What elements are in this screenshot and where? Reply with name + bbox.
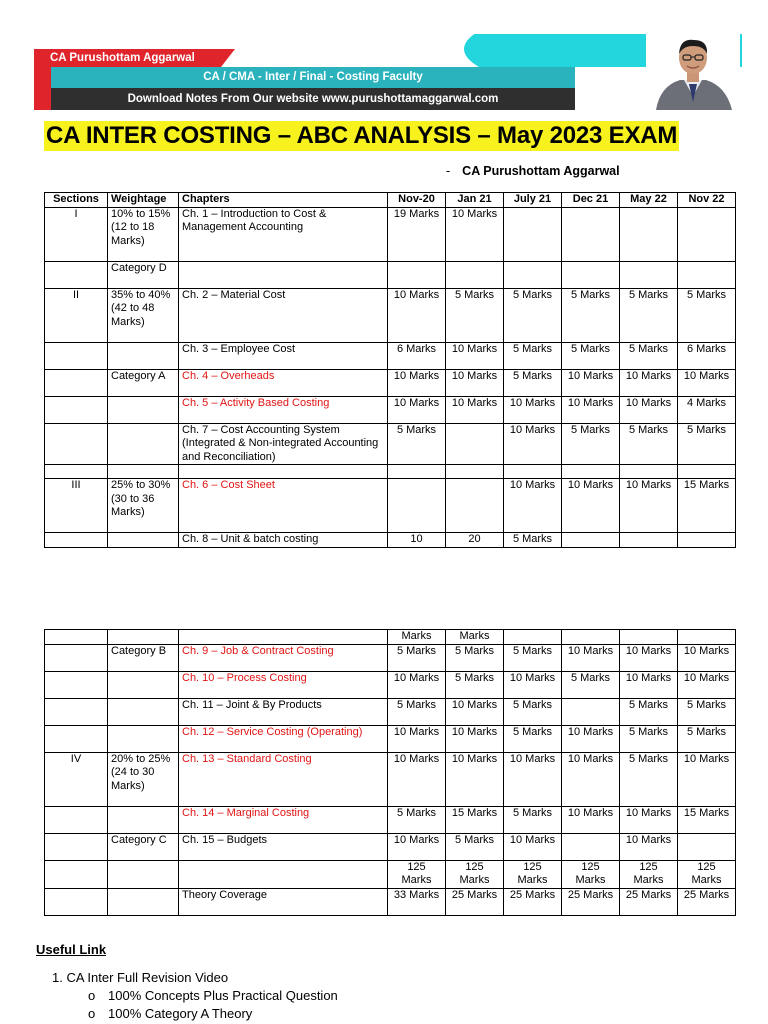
marks-cell: 5 Marks	[504, 698, 562, 725]
marks-cell	[678, 465, 736, 479]
table-row	[45, 671, 736, 698]
marks-cell: 5 Marks	[504, 369, 562, 396]
list-number: 1.	[52, 970, 63, 985]
chapter-cell: Ch. 2 – Material Cost	[179, 288, 388, 342]
table-row	[45, 261, 736, 288]
chapter-cell: Ch. 7 – Cost Accounting System (Integrated & Non-integrated Accounting and Reconciliation)	[179, 423, 388, 465]
marks-cell	[620, 465, 678, 479]
chapter-cell	[179, 465, 388, 479]
section-cell	[45, 423, 108, 465]
marks-cell: 10 Marks	[388, 671, 446, 698]
table-row	[45, 833, 736, 860]
marks-cell	[504, 261, 562, 288]
chapter-cell: Ch. 6 – Cost Sheet	[179, 479, 388, 533]
marks-cell: 5 Marks	[620, 698, 678, 725]
table-row	[45, 479, 736, 533]
marks-cell: 33 Marks	[388, 888, 446, 915]
chapter-cell: Ch. 12 – Service Costing (Operating)	[179, 725, 388, 752]
header-weightage: Weightage	[108, 193, 179, 208]
marks-cell	[620, 630, 678, 645]
weightage-cell: Category D	[108, 261, 179, 288]
marks-cell: 10 Marks	[388, 725, 446, 752]
marks-cell: 5 Marks	[446, 833, 504, 860]
presenter-photo	[646, 34, 740, 110]
marks-cell: 10 Marks	[504, 396, 562, 423]
weightage-cell: Category C	[108, 833, 179, 860]
section-cell	[45, 396, 108, 423]
marks-cell	[678, 533, 736, 548]
marks-cell: 25 Marks	[446, 888, 504, 915]
header-nov22: Nov 22	[678, 193, 736, 208]
weightage-cell	[108, 342, 179, 369]
section-cell: I	[45, 207, 108, 261]
marks-cell	[562, 465, 620, 479]
marks-cell	[388, 261, 446, 288]
section-cell	[45, 261, 108, 288]
marks-cell: 25 Marks	[562, 888, 620, 915]
marks-cell: Marks	[446, 630, 504, 645]
chapter-cell: Ch. 13 – Standard Costing	[179, 752, 388, 806]
table-row	[45, 806, 736, 833]
marks-cell: 25 Marks	[504, 888, 562, 915]
marks-cell: 5 Marks	[388, 423, 446, 465]
weightage-cell	[108, 806, 179, 833]
chapter-cell: Ch. 15 – Budgets	[179, 833, 388, 860]
header-dec21: Dec 21	[562, 193, 620, 208]
marks-cell: 10 Marks	[620, 369, 678, 396]
marks-cell: 5 Marks	[620, 288, 678, 342]
marks-cell	[562, 833, 620, 860]
bullet-icon: o	[88, 1006, 96, 1021]
marks-cell: 5 Marks	[678, 725, 736, 752]
banner-name: CA Purushottam Aggarwal	[45, 49, 221, 67]
marks-cell	[562, 630, 620, 645]
marks-cell: 125 Marks	[504, 860, 562, 888]
useful-link-heading: Useful Link	[36, 942, 107, 957]
marks-cell: 10 Marks	[620, 806, 678, 833]
header-nov20: Nov-20	[388, 193, 446, 208]
header-sections: Sections	[45, 193, 108, 208]
table-row	[45, 698, 736, 725]
marks-cell: 19 Marks	[388, 207, 446, 261]
marks-cell: 5 Marks	[504, 533, 562, 548]
table-row	[45, 396, 736, 423]
marks-cell	[678, 207, 736, 261]
section-cell: IV	[45, 752, 108, 806]
section-cell	[45, 833, 108, 860]
weightage-cell: 25% to 30% (30 to 36 Marks)	[108, 479, 179, 533]
marks-cell: 25 Marks	[620, 888, 678, 915]
marks-cell: 5 Marks	[446, 644, 504, 671]
marks-cell	[562, 698, 620, 725]
header-july21: July 21	[504, 193, 562, 208]
table-row	[45, 207, 736, 261]
author-name: CA Purushottam Aggarwal	[462, 164, 620, 178]
list-item	[52, 969, 338, 987]
marks-cell: 10 Marks	[678, 671, 736, 698]
marks-cell: 5 Marks	[504, 644, 562, 671]
marks-cell: 10 Marks	[562, 725, 620, 752]
weightage-cell	[108, 725, 179, 752]
weightage-cell	[108, 860, 179, 888]
section-cell	[45, 644, 108, 671]
marks-cell: 5 Marks	[620, 342, 678, 369]
marks-cell: 10 Marks	[504, 833, 562, 860]
marks-cell: 10 Marks	[678, 369, 736, 396]
marks-cell: 15 Marks	[678, 479, 736, 533]
marks-cell: 5 Marks	[446, 288, 504, 342]
marks-cell: 25 Marks	[678, 888, 736, 915]
table-row	[45, 533, 736, 548]
marks-cell: 10 Marks	[620, 644, 678, 671]
section-cell	[45, 725, 108, 752]
marks-cell: 10 Marks	[388, 396, 446, 423]
marks-cell	[620, 207, 678, 261]
section-cell	[45, 630, 108, 645]
marks-cell: 10 Marks	[446, 725, 504, 752]
marks-cell: Marks	[388, 630, 446, 645]
chapter-cell: Ch. 4 – Overheads	[179, 369, 388, 396]
table-row	[45, 888, 736, 915]
marks-cell: 5 Marks	[562, 342, 620, 369]
marks-cell	[678, 630, 736, 645]
marks-cell	[504, 465, 562, 479]
weightage-cell	[108, 423, 179, 465]
marks-cell	[504, 630, 562, 645]
marks-cell: 10 Marks	[678, 644, 736, 671]
table-header-row	[45, 193, 736, 208]
chapter-cell	[179, 860, 388, 888]
weightage-cell	[108, 533, 179, 548]
marks-cell: 10 Marks	[446, 342, 504, 369]
marks-cell	[388, 479, 446, 533]
marks-cell: 5 Marks	[678, 698, 736, 725]
chapter-cell: Ch. 14 – Marginal Costing	[179, 806, 388, 833]
chapter-cell: Ch. 9 – Job & Contract Costing	[179, 644, 388, 671]
section-cell	[45, 888, 108, 915]
useful-links-section	[36, 942, 338, 1023]
abc-analysis-table-part-2	[44, 629, 736, 916]
page-title: CA INTER COSTING – ABC ANALYSIS – May 2023 EXAM	[46, 122, 678, 149]
marks-cell: 5 Marks	[388, 698, 446, 725]
marks-cell: 5 Marks	[504, 288, 562, 342]
weightage-cell	[108, 630, 179, 645]
marks-cell: 10 Marks	[620, 479, 678, 533]
weightage-cell: 20% to 25% (24 to 30 Marks)	[108, 752, 179, 806]
marks-cell: 5 Marks	[388, 806, 446, 833]
list-item	[88, 987, 338, 1005]
weightage-cell: 35% to 40% (42 to 48 Marks)	[108, 288, 179, 342]
section-cell	[45, 698, 108, 725]
chapter-cell	[179, 261, 388, 288]
chapter-cell: Ch. 5 – Activity Based Costing	[179, 396, 388, 423]
weightage-cell: Category A	[108, 369, 179, 396]
abc-analysis-table-part-1	[44, 192, 736, 548]
marks-cell: 5 Marks	[678, 288, 736, 342]
marks-cell: 10 Marks	[620, 833, 678, 860]
marks-cell: 5 Marks	[678, 423, 736, 465]
revision-video-link[interactable]: CA Inter Full Revision Video	[66, 970, 229, 985]
marks-cell	[446, 261, 504, 288]
bullet-icon: o	[88, 988, 96, 1003]
header-banner	[34, 34, 742, 110]
marks-cell: 5 Marks	[388, 644, 446, 671]
marks-cell: 10 Marks	[504, 752, 562, 806]
table-row	[45, 465, 736, 479]
marks-cell: 5 Marks	[446, 671, 504, 698]
marks-cell: 5 Marks	[562, 423, 620, 465]
table-row	[45, 725, 736, 752]
marks-cell: 10 Marks	[562, 752, 620, 806]
marks-cell: 10 Marks	[562, 369, 620, 396]
sub-link-concepts[interactable]: 100% Concepts Plus Practical Question	[108, 988, 338, 1003]
marks-cell	[388, 465, 446, 479]
header-jan21: Jan 21	[446, 193, 504, 208]
marks-cell	[504, 207, 562, 261]
marks-cell	[620, 533, 678, 548]
table-row	[45, 369, 736, 396]
marks-cell: 10 Marks	[678, 752, 736, 806]
section-cell: II	[45, 288, 108, 342]
author-line	[446, 164, 620, 178]
weightage-cell	[108, 671, 179, 698]
section-cell: III	[45, 479, 108, 533]
marks-cell: 5 Marks	[620, 423, 678, 465]
marks-cell: 10 Marks	[388, 833, 446, 860]
marks-cell: 10 Marks	[446, 207, 504, 261]
author-dash: -	[446, 164, 451, 178]
table-row	[45, 630, 736, 645]
marks-cell: 5 Marks	[504, 342, 562, 369]
marks-cell	[562, 533, 620, 548]
marks-cell: 10 Marks	[562, 479, 620, 533]
table-row	[45, 342, 736, 369]
weightage-cell	[108, 396, 179, 423]
marks-cell: 5 Marks	[504, 725, 562, 752]
marks-cell: 5 Marks	[562, 288, 620, 342]
table-row	[45, 752, 736, 806]
marks-cell: 10 Marks	[446, 396, 504, 423]
marks-cell	[678, 833, 736, 860]
marks-cell: 10 Marks	[562, 396, 620, 423]
sub-link-category-a[interactable]: 100% Category A Theory	[108, 1006, 253, 1021]
marks-cell	[620, 261, 678, 288]
marks-cell: 15 Marks	[446, 806, 504, 833]
section-cell	[45, 806, 108, 833]
marks-cell: 20	[446, 533, 504, 548]
marks-cell: 5 Marks	[620, 752, 678, 806]
marks-cell: 10	[388, 533, 446, 548]
marks-cell: 125 Marks	[388, 860, 446, 888]
section-cell	[45, 860, 108, 888]
section-cell	[45, 465, 108, 479]
list-item	[88, 1005, 338, 1023]
marks-cell: 10 Marks	[388, 369, 446, 396]
weightage-cell	[108, 465, 179, 479]
section-cell	[45, 671, 108, 698]
table-row	[45, 860, 736, 888]
header-chapters: Chapters	[179, 193, 388, 208]
marks-cell: 10 Marks	[562, 644, 620, 671]
marks-cell	[678, 261, 736, 288]
section-cell	[45, 533, 108, 548]
marks-cell: 10 Marks	[446, 752, 504, 806]
chapter-cell: Theory Coverage	[179, 888, 388, 915]
marks-cell	[562, 261, 620, 288]
marks-cell: 5 Marks	[504, 806, 562, 833]
table-row	[45, 644, 736, 671]
chapter-cell: Ch. 10 – Process Costing	[179, 671, 388, 698]
banner-download: Download Notes From Our website www.purushottamaggarwal.com	[51, 88, 575, 110]
table-row	[45, 423, 736, 465]
banner-faculty: CA / CMA - Inter / Final - Costing Faculty	[51, 67, 575, 88]
table-row	[45, 288, 736, 342]
marks-cell: 10 Marks	[504, 671, 562, 698]
marks-cell: 10 Marks	[620, 671, 678, 698]
marks-cell: 10 Marks	[504, 423, 562, 465]
marks-cell: 10 Marks	[562, 806, 620, 833]
marks-cell	[446, 465, 504, 479]
header-may22: May 22	[620, 193, 678, 208]
marks-cell: 125 Marks	[562, 860, 620, 888]
chapter-cell: Ch. 3 – Employee Cost	[179, 342, 388, 369]
weightage-cell	[108, 698, 179, 725]
marks-cell: 15 Marks	[678, 806, 736, 833]
marks-cell: 4 Marks	[678, 396, 736, 423]
marks-cell	[562, 207, 620, 261]
marks-cell	[446, 423, 504, 465]
marks-cell: 125 Marks	[678, 860, 736, 888]
marks-cell: 5 Marks	[562, 671, 620, 698]
marks-cell: 10 Marks	[620, 396, 678, 423]
weightage-cell	[108, 888, 179, 915]
marks-cell: 125 Marks	[446, 860, 504, 888]
marks-cell: 5 Marks	[620, 725, 678, 752]
weightage-cell: 10% to 15% (12 to 18 Marks)	[108, 207, 179, 261]
marks-cell: 10 Marks	[388, 288, 446, 342]
section-cell	[45, 342, 108, 369]
marks-cell: 10 Marks	[388, 752, 446, 806]
marks-cell: 6 Marks	[388, 342, 446, 369]
chapter-cell	[179, 630, 388, 645]
marks-cell: 10 Marks	[504, 479, 562, 533]
marks-cell: 6 Marks	[678, 342, 736, 369]
chapter-cell: Ch. 8 – Unit & batch costing	[179, 533, 388, 548]
marks-cell	[446, 479, 504, 533]
weightage-cell: Category B	[108, 644, 179, 671]
section-cell	[45, 369, 108, 396]
chapter-cell: Ch. 1 – Introduction to Cost & Management Accounting	[179, 207, 388, 261]
chapter-cell: Ch. 11 – Joint & By Products	[179, 698, 388, 725]
marks-cell: 10 Marks	[446, 369, 504, 396]
marks-cell: 125 Marks	[620, 860, 678, 888]
marks-cell: 10 Marks	[446, 698, 504, 725]
